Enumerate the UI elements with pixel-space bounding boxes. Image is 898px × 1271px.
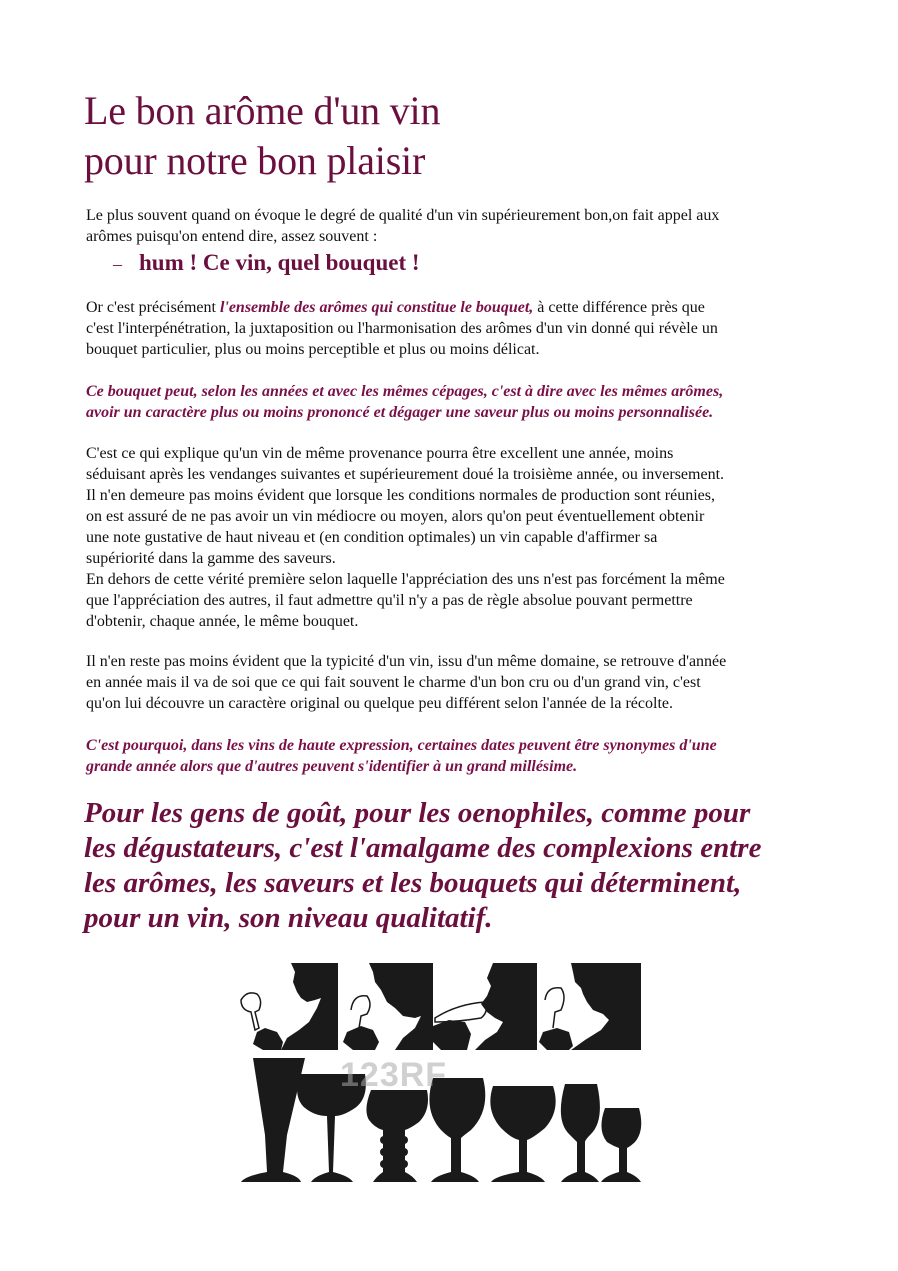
glass-flute-icon [241, 1058, 305, 1182]
text-line: qu'on lui découvre un caractère original ou quelque peu différent selon l'année de la récolte. [86, 695, 673, 712]
emphasis-run: l'ensemble des arômes qui constitue le bouquet, [219, 299, 534, 316]
paragraph-bouquet [86, 297, 816, 360]
quote-line: les dégustateurs, c'est l'amalgame des complexions entre [84, 832, 762, 864]
text-line: on est assuré de ne pas avoir un vin médiocre ou moyen, alors qu'on peut éventuellement obtenir [86, 508, 705, 525]
text-line: supériorité dans la gamme des saveurs. [86, 550, 336, 567]
taster-panel-1-icon [241, 963, 338, 1050]
glass-snifter-icon [601, 1108, 641, 1182]
closing-quote [84, 796, 761, 936]
text-line: C'est pourquoi, dans les vins de haute expression, certaines dates peuvent être synonymes d'une [86, 737, 717, 754]
text-line: d'obtenir, chaque année, le même bouquet. [86, 613, 359, 630]
text-line: avoir un caractère plus ou moins prononcé et dégager une saveur plus ou moins personnalisée. [86, 404, 714, 421]
text-line: C'est ce qui explique qu'un vin de même provenance pourra être excellent une année, moins [86, 445, 674, 462]
exclamation-bullet [113, 248, 420, 279]
taster-panel-2-icon [343, 963, 433, 1050]
dash-bullet-icon: – [113, 254, 122, 274]
quote-line: pour un vin, son niveau qualitatif. [84, 902, 493, 934]
text-line: grande année alors que d'autres peuvent s'identifier à un grand millésime. [86, 758, 578, 775]
text-line: arômes puisqu'on entend dire, assez souvent : [86, 228, 378, 245]
taster-panel-3-icon [431, 963, 537, 1050]
intro-paragraph [86, 205, 816, 247]
bullet-text: hum ! Ce vin, quel bouquet ! [139, 250, 420, 275]
glass-balloon-icon [490, 1086, 555, 1182]
text-run: Or c'est précisément [86, 299, 220, 316]
paragraph-provenance [86, 443, 816, 632]
title-line: Le bon arôme d'un vin [84, 88, 441, 133]
text-line: une note gustative de haut niveau et (en condition optimales) un vin capable d'affirmer sa [86, 529, 658, 546]
paragraph-typicite [86, 651, 816, 714]
watermark-logo: 123RF [340, 1056, 448, 1094]
text-line: Il n'en reste pas moins évident que la typicité d'un vin, issu d'un même domaine, se retrouve d'année [86, 653, 727, 670]
emphasis-paragraph-millesime [86, 735, 816, 777]
text-line: Il n'en demeure pas moins évident que lorsque les conditions normales de production sont réunies, [86, 487, 715, 504]
quote-line: Pour les gens de goût, pour les oenophiles, comme pour [84, 797, 751, 829]
text-line: Le plus souvent quand on évoque le degré de qualité d'un vin supérieurement bon,on fait appel aux [86, 207, 720, 224]
page-title [84, 86, 440, 186]
text-line: bouquet particulier, plus ou moins perceptible et plus ou moins délicat. [86, 341, 540, 358]
text-line: Ce bouquet peut, selon les années et avec les mêmes cépages, c'est à dire avec les mêmes arômes, [86, 383, 724, 400]
text-line: c'est l'interpénétration, la juxtaposition ou l'harmonisation des arômes d'un vin donné qui révèle un [86, 320, 718, 337]
title-line: pour notre bon plaisir [84, 138, 426, 183]
text-run: à cette différence près que [533, 299, 705, 316]
taster-panel-4-icon [539, 963, 641, 1050]
glass-tulip-icon [561, 1084, 600, 1182]
text-line: en année mais il va de soi que ce qui fait souvent le charme d'un bon cru ou d'un grand vin, c'est [86, 674, 701, 691]
text-line: En dehors de cette vérité première selon laquelle l'appréciation des uns n'est pas forcément la même [86, 571, 725, 588]
emphasis-paragraph-bouquet [86, 381, 816, 423]
glass-roemer-icon [366, 1090, 428, 1182]
quote-line: les arômes, les saveurs et les bouquets qui déterminent, [84, 867, 742, 899]
text-line: que l'appréciation des autres, il faut admettre qu'il n'y a pas de règle absolue pouvant permettre [86, 592, 693, 609]
text-line: séduisant après les vendanges suivantes et supérieurement doué la troisième année, ou inversement. [86, 466, 725, 483]
text-line [86, 297, 816, 318]
